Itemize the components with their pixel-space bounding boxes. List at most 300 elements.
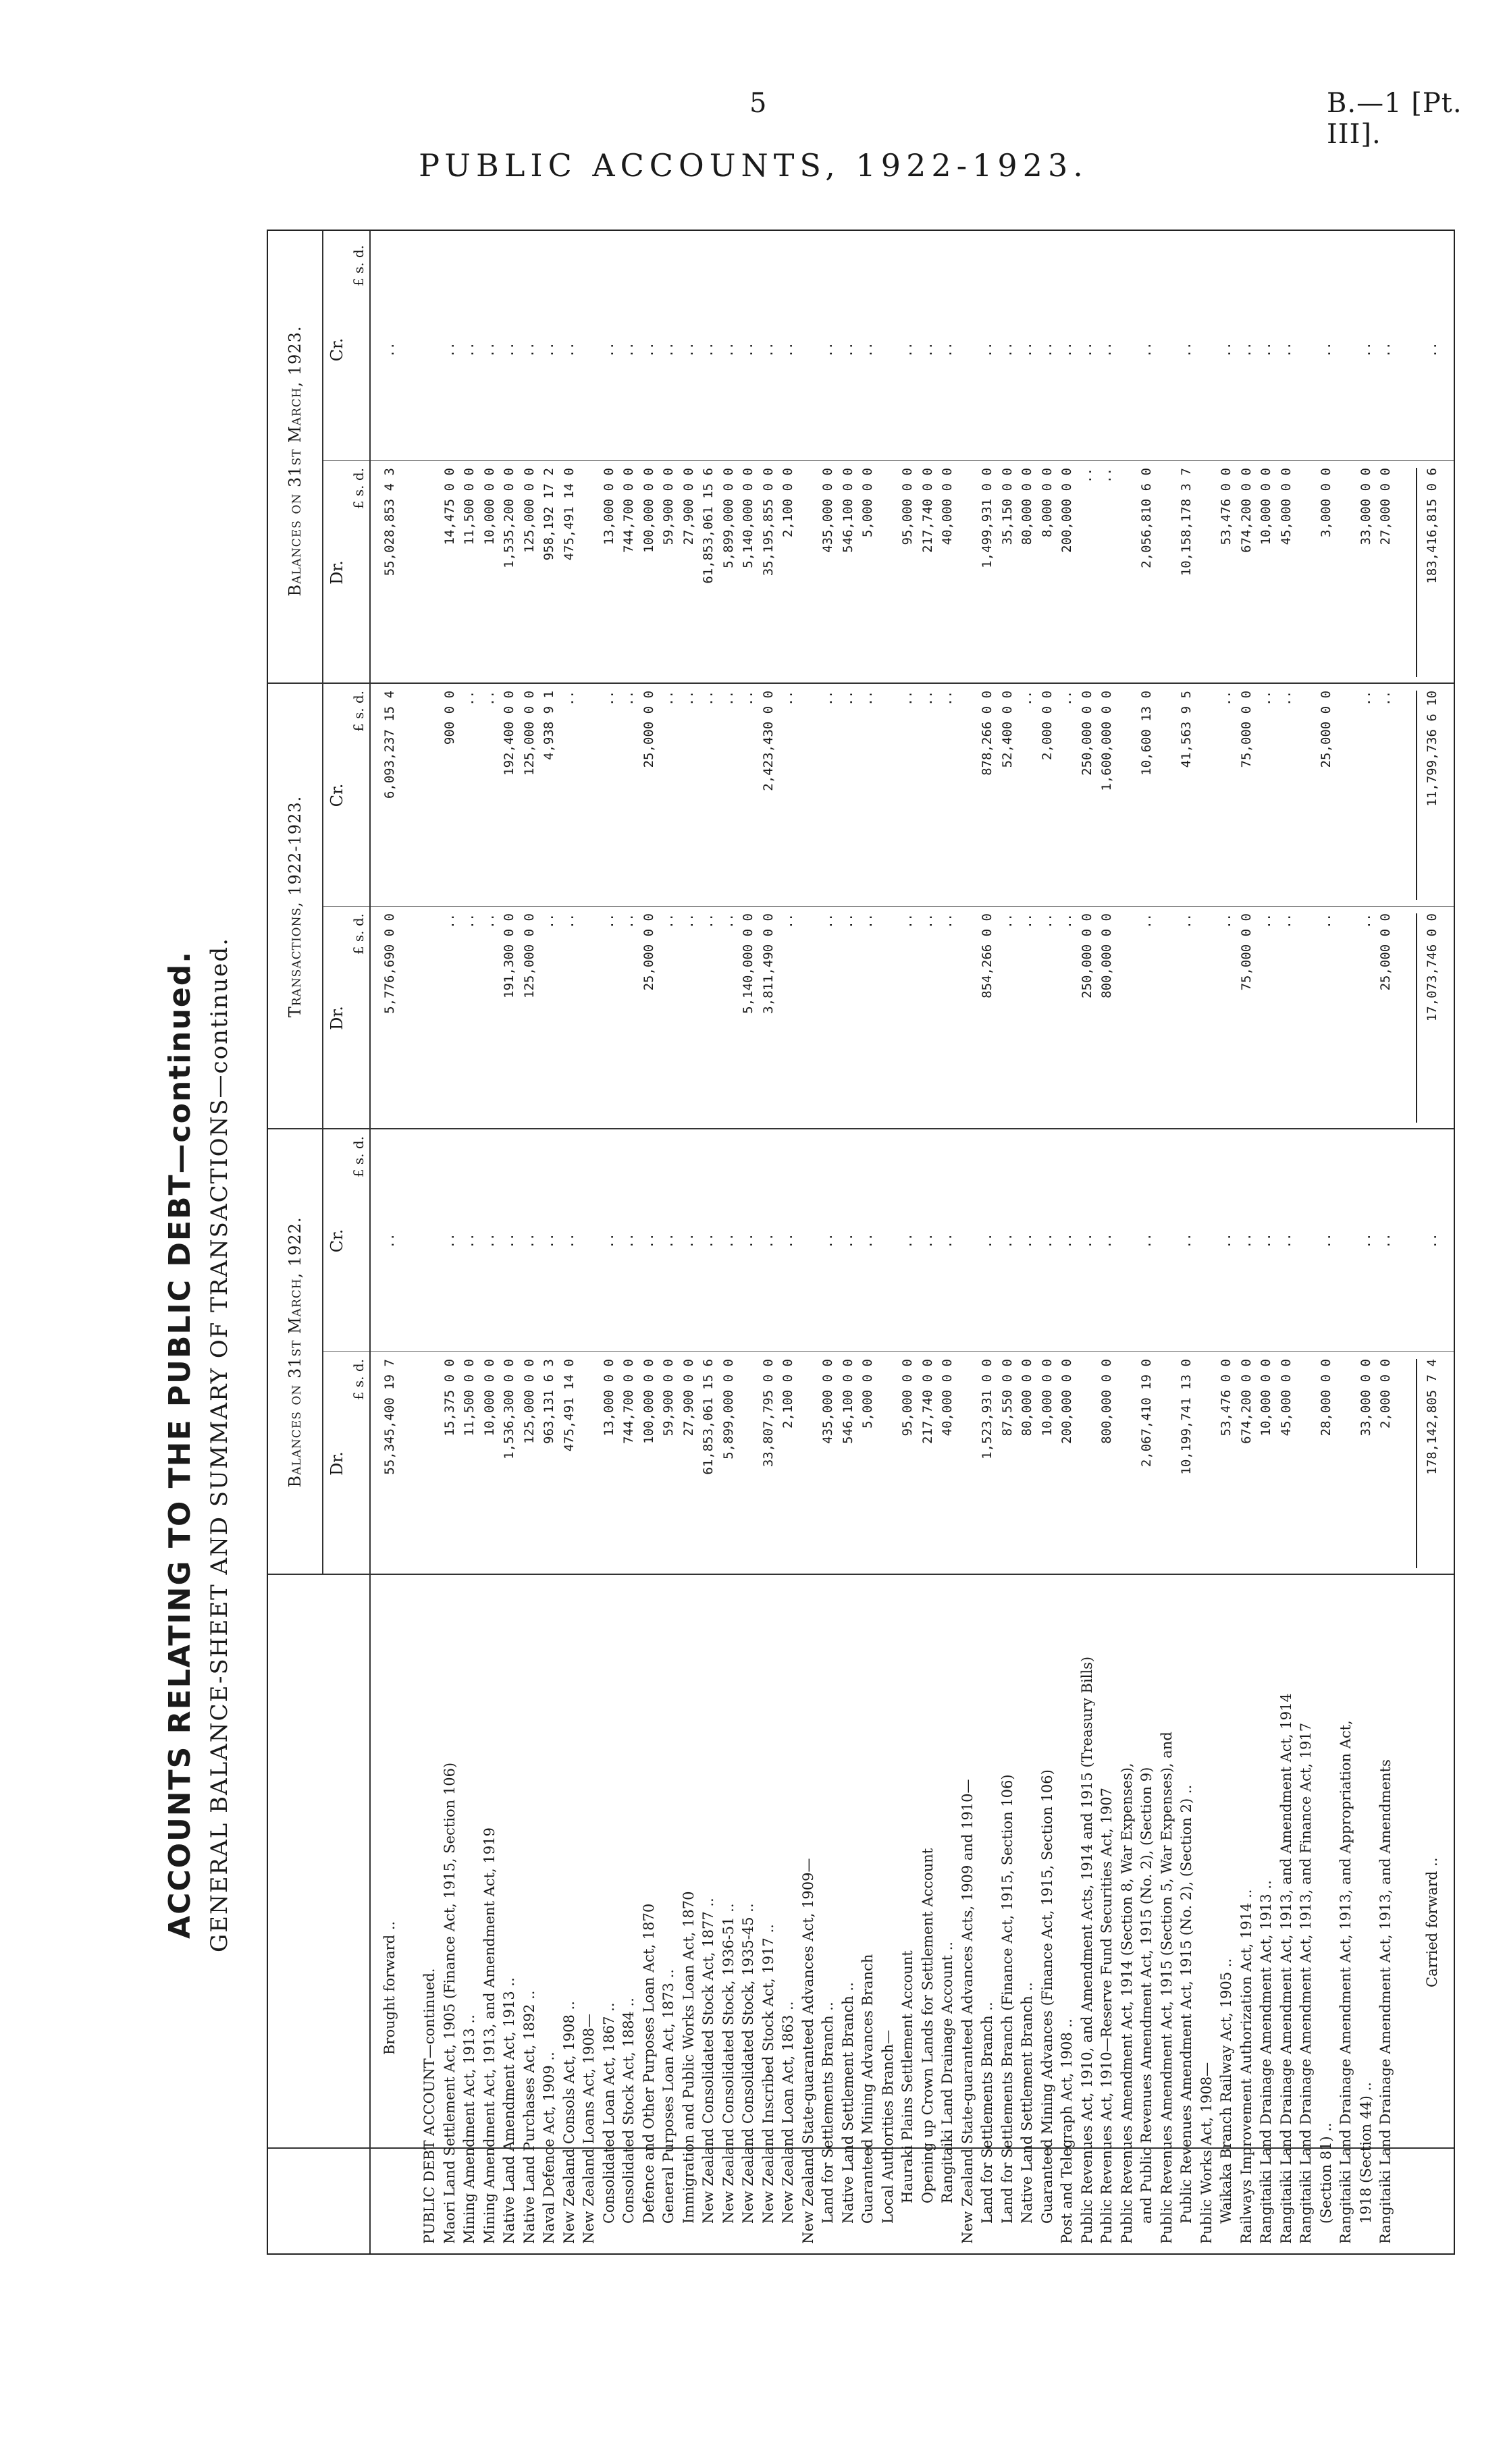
table-row: [641, 231, 657, 2253]
cell-tdr: ..: [661, 913, 676, 929]
cell-tcr: ..: [840, 691, 855, 706]
table-row: [1218, 231, 1234, 2253]
cell-b1dr: 10,000 0 0: [1039, 1359, 1055, 1437]
row-label: Rangitaiki Land Drainage Amendment Act, 1913 ..: [1258, 1880, 1274, 2244]
cell-b2cr: ..: [1378, 342, 1393, 358]
total-trans-dr: 17,073,746 0 0: [1425, 913, 1439, 1022]
row-label: Guaranteed Mining Advances Branch: [860, 1954, 876, 2224]
cell-tdr: 5,140,000 0 0: [741, 913, 756, 1014]
cell-tdr: ..: [781, 913, 795, 929]
cell-tcr: 900 0 0: [442, 691, 457, 745]
cell-b1dr: 10,000 0 0: [481, 1359, 497, 1437]
cell-tdr: ..: [720, 913, 736, 929]
row-label: Public Revenues Amendment Act, 1915 (No. 2), (Section 2) ..: [1178, 1784, 1194, 2224]
table-row: [1159, 231, 1175, 2253]
cell-tdr: 5,776,690 0 0: [382, 913, 397, 1014]
table-row: [1278, 231, 1294, 2253]
cell-tcr: ..: [481, 691, 497, 706]
cell-b1cr: ..: [781, 1233, 795, 1249]
row-label: Native Land Purchases Act, 1892 ..: [521, 1990, 537, 2244]
cell-b1dr: 5,000 0 0: [860, 1359, 875, 1428]
cell-b2cr: ..: [701, 342, 716, 358]
table-row: [1119, 231, 1135, 2253]
cell-b2dr: 100,000 0 0: [641, 468, 656, 553]
table-row: [402, 231, 418, 2253]
cell-b1cr: ..: [720, 1233, 736, 1249]
cell-tcr: 75,000 0 0: [1238, 691, 1254, 768]
cell-b1cr: ..: [541, 1233, 556, 1249]
table-row: [920, 231, 936, 2253]
cell-b2dr: 200,000 0 0: [1059, 468, 1074, 553]
cell-b2dr: 674,200 0 0: [1238, 468, 1254, 553]
cell-tdr: ..: [1179, 913, 1194, 929]
table-row: [820, 231, 836, 2253]
cell-b1dr: 546,100 0 0: [840, 1359, 855, 1444]
cell-tcr: ..: [720, 691, 736, 706]
cell-b1dr: 15,375 0 0: [442, 1359, 457, 1437]
cell-b1dr: 27,900 0 0: [681, 1359, 696, 1437]
cell-tdr: ..: [840, 913, 855, 929]
cell-b2dr: 8,000 0 0: [1039, 468, 1055, 537]
cell-tcr: 2,423,430 0 0: [760, 691, 776, 791]
cell-tcr: 41,563 9 5: [1179, 691, 1194, 768]
table-row: [461, 231, 477, 2253]
table-row: [939, 231, 955, 2253]
cell-b1dr: 11,500 0 0: [462, 1359, 477, 1437]
cell-b2cr: ..: [1079, 342, 1094, 358]
cell-tdr: ..: [1020, 913, 1034, 929]
row-label: (Section 81) ..: [1317, 2122, 1334, 2224]
cell-b2dr: 10,000 0 0: [481, 468, 497, 545]
cell-b2cr: ..: [481, 342, 497, 358]
cell-b1cr: ..: [900, 1233, 915, 1249]
cell-b1dr: 13,000 0 0: [601, 1359, 616, 1437]
cell-tdr: ..: [681, 913, 696, 929]
row-label: Public Works Act, 1908—: [1198, 2062, 1215, 2244]
cell-b1dr: 28,000 0 0: [1318, 1359, 1333, 1437]
cell-b2cr: ..: [1318, 342, 1333, 358]
cell-b2dr: 59,900 0 0: [661, 468, 676, 545]
cell-tdr: 125,000 0 0: [521, 913, 537, 998]
table-row: [1099, 231, 1115, 2253]
cell-b1dr: 2,100 0 0: [781, 1359, 795, 1428]
row-label: Land for Settlements Branch ..: [979, 2002, 995, 2224]
cell-b1cr: ..: [462, 1233, 477, 1249]
table-row: [780, 231, 796, 2253]
row-label: Rangitaiki Land Drainage Amendment Act, 1913, and Appropriation Act,: [1338, 1720, 1354, 2244]
cell-tdr: ..: [920, 913, 935, 929]
cell-b2cr: ..: [1358, 342, 1373, 358]
table-row: [740, 231, 756, 2253]
cell-b2dr: 27,000 0 0: [1378, 468, 1393, 545]
cell-b2dr: 45,000 0 0: [1278, 468, 1294, 545]
cell-b2dr: 3,000 0 0: [1318, 468, 1333, 537]
table-row: [760, 231, 776, 2253]
units-label: £ s. d.: [350, 468, 367, 510]
cell-tdr: 854,266 0 0: [980, 913, 995, 998]
row-label: Native Land Amendment Act, 1913 ..: [501, 1977, 517, 2244]
cell-b2cr: ..: [1259, 342, 1273, 358]
cell-b2cr: ..: [1238, 342, 1254, 358]
cell-tdr: ..: [860, 913, 875, 929]
row-label: Opening up Crown Lands for Settlement Account: [919, 1848, 936, 2203]
total-b1-dr: 178,142,805 7 4: [1425, 1359, 1439, 1475]
cell-b1cr: ..: [741, 1233, 756, 1249]
table-row: [1258, 231, 1274, 2253]
group-header-transactions: Transactions, 1922-1923.: [286, 795, 305, 1018]
cell-tcr: 52,400 0 0: [999, 691, 1015, 768]
cell-tdr: 25,000 0 0: [1378, 913, 1393, 991]
cell-b2cr: ..: [601, 342, 616, 358]
row-label: Maori Land Settlement Act, 1905 (Finance Act, 1915, Section 106): [441, 1762, 458, 2244]
table-row: [840, 231, 856, 2253]
cell-b2cr: ..: [681, 342, 696, 358]
cell-tcr: 4,938 9 1: [541, 691, 556, 760]
row-label: PUBLIC DEBT ACCOUNT—continued.: [421, 1968, 438, 2244]
row-label: Land for Settlements Branch (Finance Act, 1915, Section 106): [999, 1774, 1015, 2224]
table-row: [381, 231, 398, 2253]
row-label: Public Revenues Amendment Act, 1915 (Section 5, War Expenses), and: [1158, 1732, 1175, 2244]
row-label: General Purposes Loan Act, 1873 ..: [660, 1968, 677, 2224]
cell-tdr: ..: [1059, 913, 1074, 929]
cell-b2dr: 5,899,000 0 0: [720, 468, 736, 568]
cell-tdr: ..: [701, 913, 716, 929]
cell-tcr: ..: [860, 691, 875, 706]
table-row: [442, 231, 458, 2253]
cell-tdr: ..: [1139, 913, 1154, 929]
cell-b1dr: 100,000 0 0: [641, 1359, 656, 1444]
table-row: [720, 231, 737, 2253]
cell-b1cr: ..: [1378, 1233, 1393, 1249]
cell-b1cr: ..: [502, 1233, 517, 1249]
cell-tcr: ..: [920, 691, 935, 706]
table-titles: [132, 230, 267, 2255]
cell-tcr: 878,266 0 0: [980, 691, 995, 776]
cell-tdr: ..: [621, 913, 636, 929]
table-row: [1079, 231, 1095, 2253]
cell-b2cr: ..: [840, 342, 855, 358]
row-label: New Zealand Consols Act, 1908 ..: [560, 2001, 577, 2244]
cell-b1dr: 33,807,795 0 0: [760, 1359, 776, 1468]
cell-tdr: ..: [442, 913, 457, 929]
cell-tcr: ..: [940, 691, 955, 706]
cell-b2dr: 35,150 0 0: [999, 468, 1015, 545]
cell-b2cr: ..: [920, 342, 935, 358]
cell-tcr: ..: [621, 691, 636, 706]
row-label: Native Land Settlement Branch ..: [1019, 1982, 1035, 2224]
cell-tcr: 10,600 13 0: [1139, 691, 1154, 776]
row-label: Brought forward ..: [381, 1921, 398, 2055]
cell-b1cr: ..: [920, 1233, 935, 1249]
table-row: [541, 231, 557, 2253]
cell-b2cr: ..: [1179, 342, 1194, 358]
row-label: Public Revenues Act, 1910—Reserve Fund Securities Act, 1907: [1099, 1788, 1115, 2244]
cell-b2dr: 35,195,855 0 0: [760, 468, 776, 577]
table-row: [1377, 231, 1394, 2253]
cell-b1dr: 1,523,931 0 0: [980, 1359, 995, 1459]
table-row: [1318, 231, 1334, 2253]
table-row: [899, 231, 916, 2253]
cell-b2dr: 217,740 0 0: [920, 468, 935, 553]
cell-b2dr: 95,000 0 0: [900, 468, 915, 545]
cell-tcr: ..: [1059, 691, 1074, 706]
cell-b1cr: ..: [1039, 1233, 1055, 1249]
cell-tcr: 6,093,237 15 4: [382, 691, 397, 799]
table-row: [700, 231, 716, 2253]
cell-b2cr: ..: [442, 342, 457, 358]
units-label: £ s. d.: [350, 1136, 367, 1178]
cell-tcr: ..: [820, 691, 835, 706]
cell-b2dr: 53,476 0 0: [1219, 468, 1234, 545]
cell-b1dr: 95,000 0 0: [900, 1359, 915, 1437]
cell-tcr: ..: [601, 691, 616, 706]
cell-tdr: 25,000 0 0: [641, 913, 656, 991]
cell-tcr: ..: [1358, 691, 1373, 706]
cell-tdr: ..: [900, 913, 915, 929]
table-row: [681, 231, 697, 2253]
cell-tcr: 2,000 0 0: [1039, 691, 1055, 760]
table-row: [1198, 231, 1215, 2253]
cell-b1cr: ..: [840, 1233, 855, 1249]
cell-b1cr: ..: [1079, 1233, 1094, 1249]
row-label: Local Authorities Branch—: [879, 2029, 896, 2224]
cell-b1cr: ..: [681, 1233, 696, 1249]
table-row: [880, 231, 896, 2253]
table-row: [1178, 231, 1194, 2253]
cell-tdr: ..: [561, 913, 577, 929]
cell-b2dr: 125,000 0 0: [521, 468, 537, 553]
cell-tdr: ..: [1259, 913, 1273, 929]
cell-b1dr: 744,700 0 0: [621, 1359, 636, 1444]
cell-b1cr: ..: [999, 1233, 1015, 1249]
cell-b1cr: ..: [521, 1233, 537, 1249]
cell-tdr: ..: [481, 913, 497, 929]
cell-b2dr: 11,500 0 0: [462, 468, 477, 545]
cell-b1dr: 2,000 0 0: [1378, 1359, 1393, 1428]
cell-b1dr: 10,199,741 13 0: [1179, 1359, 1194, 1475]
group-header-balances-1922: Balances on 31st March, 1922.: [286, 1216, 305, 1488]
cell-b1dr: 59,900 0 0: [661, 1359, 676, 1437]
cell-tcr: ..: [1020, 691, 1034, 706]
row-label: Native Land Settlement Branch ..: [839, 1982, 856, 2224]
col-cr-trans: Cr.: [327, 783, 346, 807]
cell-b2cr: ..: [462, 342, 477, 358]
table-row: [1019, 231, 1035, 2253]
units-label: £ s. d.: [350, 245, 367, 287]
cell-b1cr: ..: [820, 1233, 835, 1249]
table-row: [1338, 231, 1354, 2253]
cell-tcr: ..: [1378, 691, 1393, 706]
row-label: Rangitaiki Land Drainage Amendment Act, 1913, and Amendment Act, 1914: [1277, 1693, 1294, 2244]
cell-b1cr: ..: [1139, 1233, 1154, 1249]
table-row: [660, 231, 677, 2253]
cell-b1cr: ..: [760, 1233, 776, 1249]
cell-b2dr: 5,000 0 0: [860, 468, 875, 537]
row-label: Guaranteed Mining Advances (Finance Act, 1915, Section 106): [1038, 1769, 1055, 2224]
cell-b1dr: 61,853,061 15 6: [701, 1359, 716, 1475]
units-label: £ s. d.: [350, 691, 367, 732]
cell-tcr: ..: [681, 691, 696, 706]
row-label: New Zealand Consolidated Stock Act, 1877 ..: [700, 1898, 716, 2224]
cell-b1dr: 40,000 0 0: [940, 1359, 955, 1437]
cell-b2dr: ..: [1099, 468, 1114, 483]
cell-b2cr: ..: [502, 342, 517, 358]
cell-b1cr: ..: [442, 1233, 457, 1249]
balance-grid: [267, 230, 1455, 2255]
cell-b2cr: ..: [1039, 342, 1055, 358]
cell-b1dr: 200,000 0 0: [1059, 1359, 1074, 1444]
cell-b1dr: 87,550 0 0: [999, 1359, 1015, 1437]
table-row: [979, 231, 995, 2253]
cell-b2dr: 13,000 0 0: [601, 468, 616, 545]
row-label: New Zealand Inscribed Stock Act, 1917 ..: [760, 1924, 776, 2224]
total-b2-dr: 183,416,815 0 6: [1425, 468, 1439, 584]
cell-b2cr: ..: [1059, 342, 1074, 358]
cell-b1cr: ..: [1020, 1233, 1034, 1249]
table-row: [959, 231, 976, 2253]
cell-b1cr: ..: [980, 1233, 995, 1249]
table-row: [601, 231, 617, 2253]
cell-tdr: 75,000 0 0: [1238, 913, 1254, 991]
cell-b2dr: 14,475 0 0: [442, 468, 457, 545]
col-dr-1923: Dr.: [327, 560, 346, 585]
row-label: Railways Improvement Authorization Act, 1914 ..: [1238, 1889, 1254, 2244]
cell-b1cr: ..: [481, 1233, 497, 1249]
cell-b1dr: 45,000 0 0: [1278, 1359, 1294, 1437]
cell-tcr: ..: [781, 691, 795, 706]
cell-b1cr: ..: [1278, 1233, 1294, 1249]
cell-b1dr: 10,000 0 0: [1259, 1359, 1273, 1437]
table-row: [1039, 231, 1055, 2253]
cell-tdr: 191,300 0 0: [502, 913, 517, 998]
cell-b1dr: 963,131 6 3: [541, 1359, 556, 1444]
cell-tdr: ..: [1219, 913, 1234, 929]
cell-tdr: ..: [999, 913, 1015, 929]
cell-tcr: ..: [900, 691, 915, 706]
cell-b2dr: 958,192 17 2: [541, 468, 556, 561]
cell-tdr: ..: [541, 913, 556, 929]
cell-b1cr: ..: [382, 1233, 397, 1249]
table-row: [620, 231, 637, 2253]
cell-b2cr: ..: [720, 342, 736, 358]
cell-tcr: ..: [462, 691, 477, 706]
cell-b2dr: 2,100 0 0: [781, 468, 795, 537]
cell-b2dr: 40,000 0 0: [940, 468, 955, 545]
cell-b1cr: ..: [1179, 1233, 1194, 1249]
cell-b2cr: ..: [1099, 342, 1114, 358]
cell-b2cr: ..: [860, 342, 875, 358]
cell-b1dr: 33,000 0 0: [1358, 1359, 1373, 1437]
cell-b2cr: ..: [980, 342, 995, 358]
cell-tcr: 192,400 0 0: [502, 691, 517, 776]
table-row: [1059, 231, 1075, 2253]
cell-b1cr: ..: [1219, 1233, 1234, 1249]
cell-b1dr: 2,067,410 19 0: [1139, 1359, 1154, 1468]
row-label: New Zealand Loan Act, 1863 ..: [780, 2001, 796, 2224]
cell-b2dr: 80,000 0 0: [1020, 468, 1034, 545]
document-reference: B.—1 [Pt. III].: [1327, 88, 1462, 150]
cell-tdr: ..: [940, 913, 955, 929]
cell-b2dr: 61,853,061 15 6: [701, 468, 716, 584]
cell-tcr: 125,000 0 0: [521, 691, 537, 776]
publication-title: PUBLIC ACCOUNTS, 1922-1923.: [419, 147, 1088, 184]
cell-b1dr: 55,345,400 19 7: [382, 1359, 397, 1475]
table-row: [501, 231, 517, 2253]
cell-b2dr: 10,000 0 0: [1259, 468, 1273, 545]
cell-b2cr: ..: [661, 342, 676, 358]
cell-tcr: ..: [1219, 691, 1234, 706]
cell-b2cr: ..: [1219, 342, 1234, 358]
cell-tcr: 250,000 0 0: [1079, 691, 1094, 776]
cell-b2dr: 27,900 0 0: [681, 468, 696, 545]
row-label: Consolidated Loan Act, 1867 ..: [600, 2002, 617, 2224]
cell-tdr: 3,811,490 0 0: [760, 913, 776, 1014]
table-row: [1238, 231, 1254, 2253]
cell-b2dr: 546,100 0 0: [840, 468, 855, 553]
cell-b2dr: 1,535,200 0 0: [502, 468, 517, 568]
cell-b2cr: ..: [1139, 342, 1154, 358]
cell-tcr: ..: [741, 691, 756, 706]
table-row: [521, 231, 537, 2253]
cell-b1dr: 5,899,000 0 0: [720, 1359, 736, 1459]
row-label: New Zealand Loans Act, 1908—: [581, 2013, 597, 2244]
table-row: [1358, 231, 1374, 2253]
cell-b2cr: ..: [1020, 342, 1034, 358]
total-b2-cr: ..: [1425, 342, 1439, 358]
cell-b1cr: ..: [1238, 1233, 1254, 1249]
cell-b1cr: ..: [561, 1233, 577, 1249]
total-b1-cr: ..: [1425, 1233, 1439, 1249]
cell-tdr: ..: [462, 913, 477, 929]
cell-b2cr: ..: [999, 342, 1015, 358]
cell-tcr: 1,600,000 0 0: [1099, 691, 1114, 791]
row-label: Immigration and Public Works Loan Act, 1870: [680, 1891, 697, 2224]
row-label: Waikaka Branch Railway Act, 1905 ..: [1218, 1958, 1234, 2224]
cell-b2cr: ..: [1278, 342, 1294, 358]
cell-b1cr: ..: [1318, 1233, 1333, 1249]
col-dr-trans: Dr.: [327, 1006, 346, 1030]
table-row: [1298, 231, 1314, 2253]
table-row: [800, 231, 816, 2253]
page-number: 5: [749, 88, 768, 119]
cell-b1dr: 674,200 0 0: [1238, 1359, 1254, 1444]
cell-tcr: 25,000 0 0: [1318, 691, 1333, 768]
cell-b1dr: 475,491 14 0: [561, 1359, 577, 1452]
cell-b1cr: ..: [661, 1233, 676, 1249]
cell-tdr: ..: [1358, 913, 1373, 929]
row-label: Defence and Other Purposes Loan Act, 1870: [640, 1903, 657, 2224]
cell-b2cr: ..: [641, 342, 656, 358]
cell-b1cr: ..: [1259, 1233, 1273, 1249]
table-subtitle: GENERAL BALANCE-SHEET AND SUMMARY OF TRANSACTIONS—continued.: [206, 937, 233, 1953]
cell-b2cr: ..: [521, 342, 537, 358]
col-dr-1922: Dr.: [327, 1451, 346, 1476]
rotated-table: [132, 230, 1455, 2255]
cell-tcr: 25,000 0 0: [641, 691, 656, 768]
cell-tcr: ..: [1278, 691, 1294, 706]
cell-b2dr: 10,158,178 3 7: [1179, 468, 1194, 577]
cell-b2cr: ..: [621, 342, 636, 358]
table-row: [421, 231, 438, 2253]
total-label: Carried forward ..: [1424, 1857, 1440, 1987]
row-label: Mining Amendment Act, 1913 ..: [461, 2014, 477, 2244]
cell-b1dr: 80,000 0 0: [1020, 1359, 1034, 1437]
cell-b2cr: ..: [541, 342, 556, 358]
cell-b2cr: ..: [741, 342, 756, 358]
row-label: Land for Settlements Branch ..: [820, 2002, 836, 2224]
table-main-title: ACCOUNTS RELATING TO THE PUBLIC DEBT—continued.: [163, 950, 197, 1939]
cell-b1cr: ..: [641, 1233, 656, 1249]
